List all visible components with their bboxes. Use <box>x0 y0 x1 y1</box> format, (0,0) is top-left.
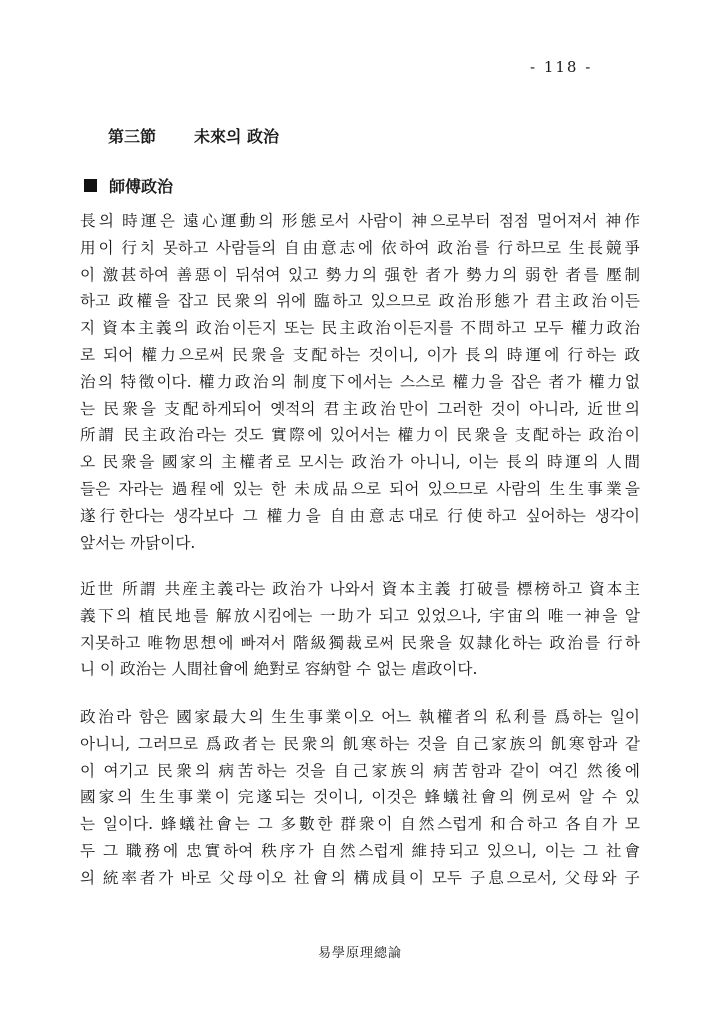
paragraph-3 <box>80 704 640 892</box>
text-line: 長의 時運은 遠心運動의 形態로서 사람이 神으로부터 점점 멀어져서 神作 <box>80 212 640 230</box>
paragraph-1 <box>80 208 640 556</box>
text-line: 두 그 職務에 忠實하여 秩序가 自然스럽게 維持되고 있으니, 이는 그 社會 <box>80 841 640 860</box>
text-line: 政治라 함은 國家最大의 生生事業이오 어느 執權者의 私利를 爲하는 일이 <box>80 708 640 726</box>
square-bullet-icon <box>84 179 97 192</box>
text-line: 는 일이다. 蜂蟻社會는 그 多數한 群衆이 自然스럽게 和合하고 各自가 모 <box>80 815 640 834</box>
text-line: 所謂 民主政治라는 것도 實際에 있어서는 權力이 民衆을 支配하는 政治이 <box>80 426 640 445</box>
subsection-title <box>84 174 173 197</box>
section-number: 第三節 <box>108 127 157 146</box>
page-number: - 118 - <box>530 58 593 76</box>
text-line: 이 여기고 民衆의 病苦하는 것을 自己家族의 病苦함과 같이 여긴 然後에 <box>80 761 640 780</box>
text-line: 이 激甚하여 善惡이 뒤섞여 있고 勢力의 强한 者가 勢力의 弱한 者를 壓制 <box>80 265 640 284</box>
text-line: 로 되어 權力으로써 民衆을 支配하는 것이니, 이가 長의 時運에 行하는 政 <box>80 345 640 364</box>
text-line: 近世 所謂 共産主義라는 政治가 나와서 資本主義 打破를 標榜하고 資本主 <box>80 580 640 598</box>
text-line: 義下의 植民地를 解放시킴에는 一助가 되고 있었으나, 宇宙의 唯一神을 알 <box>80 606 640 625</box>
text-line: 니 이 政治는 人間社會에 絶對로 容納할 수 없는 虐政이다. <box>80 660 478 679</box>
text-line: 하고 政權을 잡고 民衆의 위에 臨하고 있으므로 政治形態가 君主政治이든 <box>80 292 640 311</box>
text-line: 用이 行치 못하고 사람들의 自由意志에 依하여 政治를 行하므로 生長競爭 <box>80 238 640 257</box>
text-line: 는 民衆을 支配하게되어 옛적의 君主政治만이 그러한 것이 아니라, 近世의 <box>80 399 640 418</box>
footer-book-title: 易學原理總論 <box>317 946 402 961</box>
paragraph-2 <box>80 576 640 683</box>
section-title <box>108 124 279 147</box>
section-name: 未來의 政治 <box>194 127 280 146</box>
text-line: 들은 자라는 過程에 있는 한 未成品으로 되어 있으므로 사람의 生生事業을 <box>80 479 640 498</box>
text-line: 아니니, 그러므로 爲政者는 民衆의 飢寒하는 것을 自己家族의 飢寒함과 같 <box>80 734 640 753</box>
text-line: 治의 特徵이다. 權力政治의 制度下에서는 스스로 權力을 잡은 者가 權力없 <box>80 372 640 391</box>
subsection-title-text: 師傅政治 <box>109 177 174 196</box>
text-line: 國家의 生生事業이 完遂되는 것이니, 이것은 蜂蟻社會의 例로써 알 수 있 <box>80 788 640 807</box>
text-line: 지 資本主義의 政治이든지 또는 民主政治이든지를 不問하고 모두 權力政治 <box>80 319 640 338</box>
text-line: 오 民衆을 國家의 主權者로 모시는 政治가 아니니, 이는 長의 時運의 人間 <box>80 453 640 472</box>
text-line: 지못하고 唯物思想에 빠져서 階級獨裁로써 民衆을 奴隷化하는 政治를 行하 <box>80 633 640 652</box>
text-line: 앞서는 까닭이다. <box>80 533 196 552</box>
text-line: 遂行한다는 생각보다 그 權力을 自由意志대로 行使하고 싶어하는 생각이 <box>80 506 640 525</box>
text-line: 의 統率者가 바로 父母이오 社會의 構成員이 모두 子息으로서, 父母와 子 <box>80 868 640 887</box>
